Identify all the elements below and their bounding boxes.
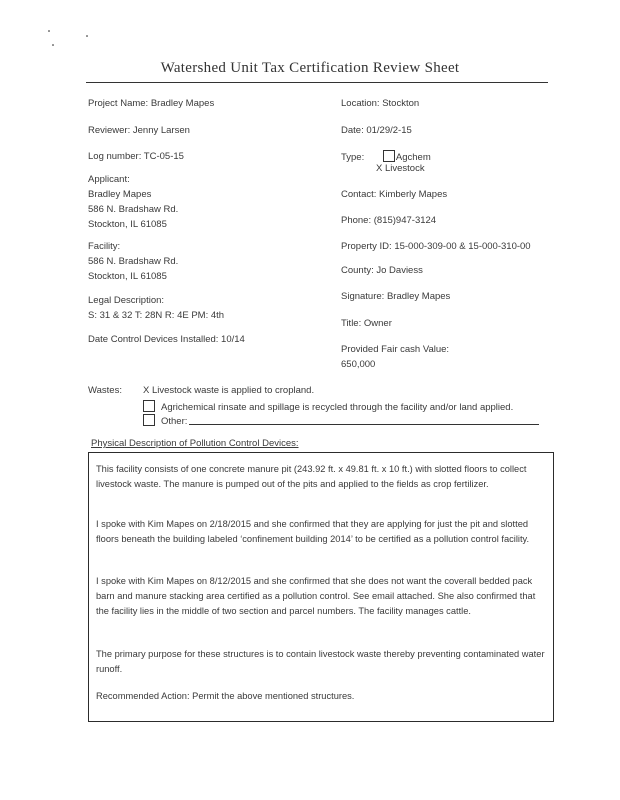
signature: Signature: Bradley Mapes [341, 291, 451, 302]
project-name: Project Name: Bradley Mapes [88, 98, 215, 109]
facility-label: Facility: [88, 241, 121, 252]
legal-description-value: S: 31 & 32 T: 28N R: 4E PM: 4th [88, 310, 225, 321]
type-field [341, 150, 431, 163]
physical-paragraph-3: I spoke with Kim Mapes on 8/12/2015 and she confirmed that she does not want the coverall bedded pack barn and manure stacking area certified as a pollution control. See email attached. She also confirmed that the facility lies in the middle of two section and parcel numbers. The facility manages cattle. [96, 576, 536, 616]
physical-description-heading: Physical Description of Pollution Control Devices: [91, 438, 299, 449]
facility-address-line2: Stockton, IL 61085 [88, 271, 167, 282]
facility-block [88, 239, 178, 284]
fair-cash-value: 650,000 [341, 359, 376, 370]
physical-paragraph-2: I spoke with Kim Mapes on 2/18/2015 and she confirmed that they are applying for just the pit and slotted floors beneath the building labeled ‘confinement building 2014’ to be certified as a pollution control facility. [96, 519, 530, 544]
county: County: Jo Daviess [341, 265, 423, 276]
wastes-label: Wastes: [88, 385, 122, 396]
legal-description-label: Legal Description: [88, 295, 165, 306]
agrichemical-checkbox[interactable] [143, 400, 155, 412]
applicant-name: Bradley Mapes [88, 189, 152, 200]
type-agchem: Agchem [395, 152, 431, 163]
document-title: Watershed Unit Tax Certification Review Sheet [160, 60, 460, 76]
scan-speck [86, 35, 88, 37]
scan-speck [52, 44, 54, 46]
phone: Phone: (815)947-3124 [341, 215, 437, 226]
physical-paragraph-1: This facility consists of one concrete manure pit (243.92 ft. x 49.81 ft. x 10 ft.) with slotted floors to collect livestock waste. The manure is pumped out of the pits and applied to the fields as crop fertilizer. [96, 464, 527, 489]
property-id: Property ID: 15-000-309-00 & 15-000-310-00 [341, 241, 531, 252]
wastes-option-other [143, 414, 539, 427]
wastes-option-livestock: X Livestock waste is applied to cropland. [143, 385, 315, 396]
date-installed: Date Control Devices Installed: 10/14 [88, 334, 245, 345]
scan-speck [48, 30, 50, 32]
legal-description-block [88, 293, 224, 323]
physical-paragraph-4: The primary purpose for these structures is to contain livestock waste thereby preventing contaminated water runoff. [96, 649, 545, 674]
contact: Contact: Kimberly Mapes [341, 189, 448, 200]
title-field: Title: Owner [341, 318, 392, 329]
applicant-block [88, 172, 178, 232]
location: Location: Stockton [341, 98, 420, 109]
type-livestock: X Livestock [376, 163, 425, 174]
physical-paragraph-5: Recommended Action: Permit the above mentioned structures. [96, 691, 355, 701]
wastes-option-other-label: Other: [161, 416, 188, 427]
applicant-label: Applicant: [88, 174, 130, 185]
title-underline [86, 82, 548, 83]
fair-cash-block [341, 342, 449, 372]
other-checkbox[interactable] [143, 414, 155, 426]
wastes-option-agrichemical [143, 400, 513, 413]
log-number: Log number: TC-05-15 [88, 151, 184, 162]
facility-address-line1: 586 N. Bradshaw Rd. [88, 256, 179, 267]
wastes-option-agrichemical-label: Agrichemical rinsate and spillage is recycled through the facility and/or land applied. [161, 402, 514, 413]
type-label: Type: [341, 152, 365, 163]
date: Date: 01/29/2-15 [341, 125, 412, 136]
agchem-checkbox[interactable] [383, 150, 395, 162]
fair-cash-label: Provided Fair cash Value: [341, 344, 450, 355]
applicant-address-line1: 586 N. Bradshaw Rd. [88, 204, 179, 215]
applicant-address-line2: Stockton, IL 61085 [88, 219, 167, 230]
other-blank-line[interactable] [189, 415, 539, 425]
reviewer: Reviewer: Jenny Larsen [88, 125, 190, 136]
